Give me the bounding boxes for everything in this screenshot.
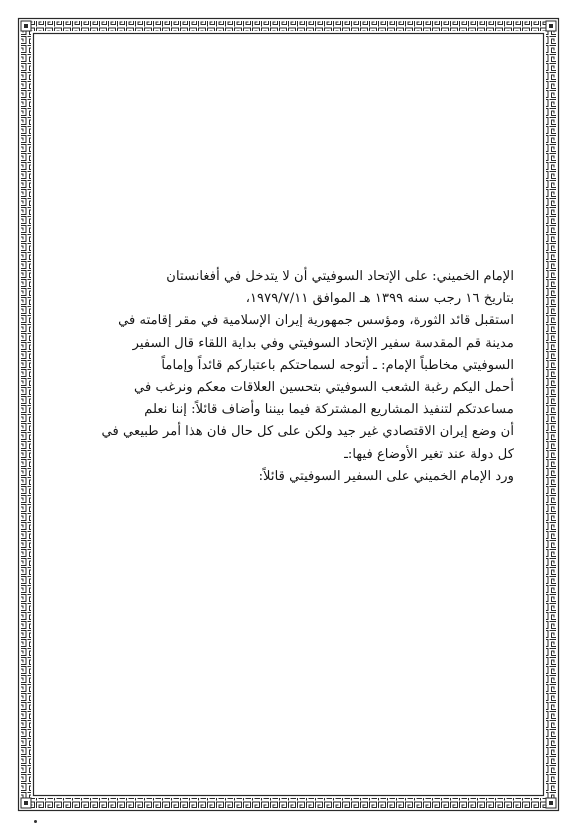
- text-line: مساعدتكم لتنفيذ المشاريع المشتركة فيما بيننا وأضاف قائلاً: إننا نعلم: [144, 402, 514, 418]
- text-line: استقبل قائد الثورة، ومؤسس جمهورية إيران الإسلامية في مقر إقامته في: [118, 313, 514, 329]
- text-line: السوفيتي مخاطباً الإمام: ـ أتوجه لسماحتكم باعتباركم قائداً وإماماً: [161, 357, 514, 373]
- text-line: كل دولة عند تغير الأوضاع فيها:ـ: [344, 446, 514, 462]
- border-top-band: [21, 21, 556, 31]
- text-line: أحمل اليكم رغبة الشعب السوفيتي بتحسين العلاقات معكم ونرغب في: [134, 379, 514, 395]
- text-line: مدينة قم المقدسة سفير الإتحاد السوفيتي وفي بداية اللقاء قال السفير: [132, 335, 514, 351]
- border-right-band: [546, 31, 556, 798]
- date-line: بتاريخ ١٦ رجب سنه ١٣٩٩ هـ الموافق ١٩٧٩/٧/١١،: [245, 291, 514, 307]
- text-line: أن وضع إيران الاقتصادي غير جيد ولكن على كل حال فان هذا أمر طبيعي في: [101, 424, 514, 440]
- border-bottom-band: [21, 798, 556, 808]
- scan-speck: [34, 820, 37, 823]
- border-left-band: [21, 31, 31, 798]
- text-line: ورد الإمام الخميني على السفير السوفيتي قائلاً:: [258, 468, 514, 484]
- heading-line: الإمام الخميني: على الإتحاد السوفيتي أن لا يتدخل في أفغانستان: [166, 269, 514, 284]
- arabic-text-block: [101, 266, 514, 488]
